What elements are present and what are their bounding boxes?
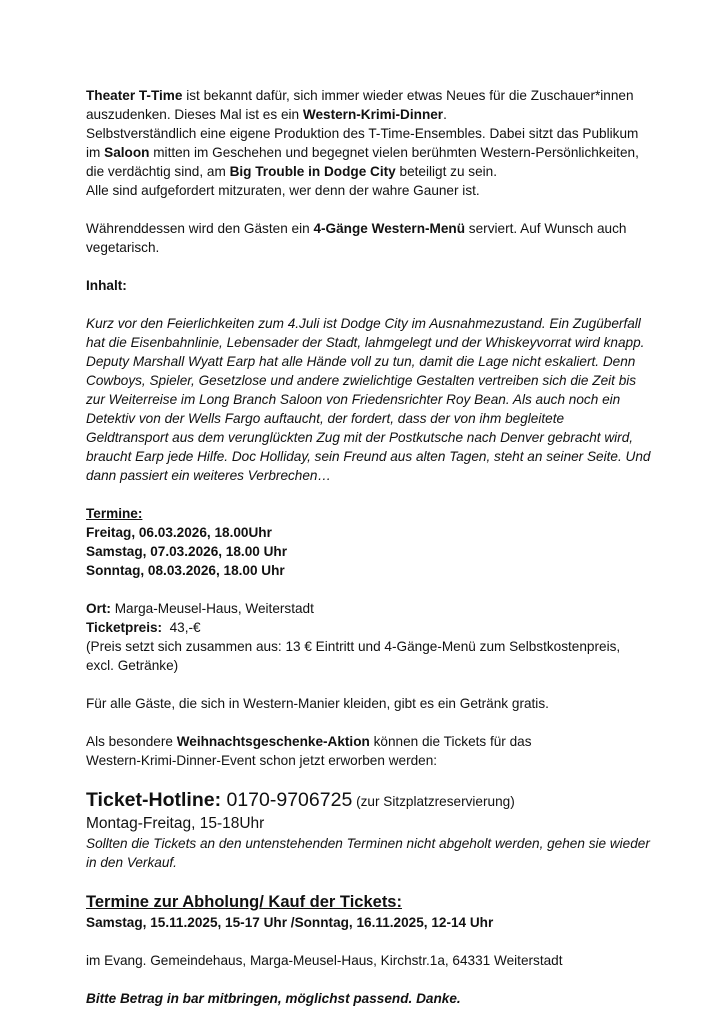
drink-line: Für alle Gäste, die sich in Western-Manier kleiden, gibt es ein Getränk gratis. [86,696,549,711]
theater-name: Theater T-Time [86,88,183,103]
inhalt-line: Kurz vor den Feierlichkeiten zum 4.Juli ist Dodge City im Ausnahmezustand. Ein Zugüberfall [86,316,641,331]
aktion-line: Als besondere Weihnachtsgeschenke-Aktion können die Tickets für das [86,734,532,749]
play-title: Big Trouble in Dodge City [229,164,396,179]
flyer-document [86,86,656,1008]
inhalt-heading: Inhalt: [86,278,127,293]
inhalt-line: Cowboys, Spieler, Gesetzlose und andere zwielichtige Gestalten vertreiben sich die Zeit bis [86,373,637,388]
payment-note: Bitte Betrag in bar mitbringen, möglichst passend. Danke. [86,991,461,1006]
abholung-address: im Evang. Gemeindehaus, Marga-Meusel-Haus, Kirchstr.1a, 64331 Weiterstadt [86,953,563,968]
inhalt-line: braucht Earp jede Hilfe. Doc Holliday, sein Freund aus alten Tagen, steht an seiner Seite. Und [86,449,651,464]
inhalt-line: hat die Eisenbahnlinie, Lebensader der Stadt, lahmgelegt und der Whiskeyvorrat wird knapp. [86,335,645,350]
intro-line: auszudenken. Dieses Mal ist es ein Western-Krimi-Dinner. [86,107,447,122]
menu-line: Währenddessen wird den Gästen ein 4-Gänge Western-Menü serviert. Auf Wunsch auch [86,221,627,236]
intro-line: die verdächtig sind, am Big Trouble in Dodge City beteiligt zu sein. [86,164,497,179]
hotline-warning: in den Verkauf. [86,855,177,870]
intro-line: Alle sind aufgefordert mitzuraten, wer denn der wahre Gauner ist. [86,183,480,198]
inhalt-line: Deputy Marshall Wyatt Earp hat alle Hände voll zu tun, damit die Lage nicht eskaliert. Denn [86,354,636,369]
price-note: (Preis setzt sich zusammen aus: 13 € Eintritt und 4-Gänge-Menü zum Selbstkostenpreis, [86,639,621,654]
menu-line: vegetarisch. [86,240,160,255]
intro-line: Selbstverständlich eine eigene Produktion des T-Time-Ensembles. Dabei sitzt das Publikum [86,126,639,141]
inhalt-line: dann passiert ein weiteres Verbrechen… [86,468,332,483]
ticketpreis-line: Ticketpreis: 43,-€ [86,620,201,635]
aktion-line: Western-Krimi-Dinner-Event schon jetzt erworben werden: [86,753,438,768]
abholung-heading: Termine zur Abholung/ Kauf der Tickets: [86,893,402,911]
termin-date: Samstag, 07.03.2026, 18.00 Uhr [86,544,288,559]
inhalt-text [86,314,656,485]
inhalt-line: Detektiv von der Wells Fargo auftaucht, der fordert, dass der von ihm begleitete [86,411,565,426]
hotline-number: 0170-9706725 [221,789,353,811]
intro-line: Theater T-Time ist bekannt dafür, sich immer wieder etwas Neues für die Zuschauer*innen [86,88,634,103]
hotline-warning: Sollten die Tickets an den untenstehenden Terminen nicht abgeholt werden, gehen sie wieder [86,836,650,851]
hotline-hours: Montag-Freitag, 15-18Uhr [86,815,265,832]
event-type: Western-Krimi-Dinner [302,107,444,122]
price-note: excl. Getränke) [86,658,179,673]
ticket-hotline: Ticket-Hotline: 0170-9706725 (zur Sitzplatzreservierung) [86,789,515,811]
termin-date: Freitag, 06.03.2026, 18.00Uhr [86,525,272,540]
abholung-dates: Samstag, 15.11.2025, 15-17 Uhr /Sonntag, 16.11.2025, 12-14 Uhr [86,915,494,930]
inhalt-line: Geldtransport aus dem verunglückten Zug mit der Postkutsche nach Denver gebracht wird, [86,430,634,445]
inhalt-line: zur Weiterreise im Long Branch Saloon von Friedensrichter Roy Bean. Als auch noch ein [86,392,621,407]
ort-line: Ort: Marga-Meusel-Haus, Weiterstadt [86,601,314,616]
termin-date: Sonntag, 08.03.2026, 18.00 Uhr [86,563,285,578]
intro-line: im Saloon mitten im Geschehen und begegnet vielen berühmten Western-Persönlichkeiten, [86,145,639,160]
termine-heading: Termine: [86,506,143,521]
